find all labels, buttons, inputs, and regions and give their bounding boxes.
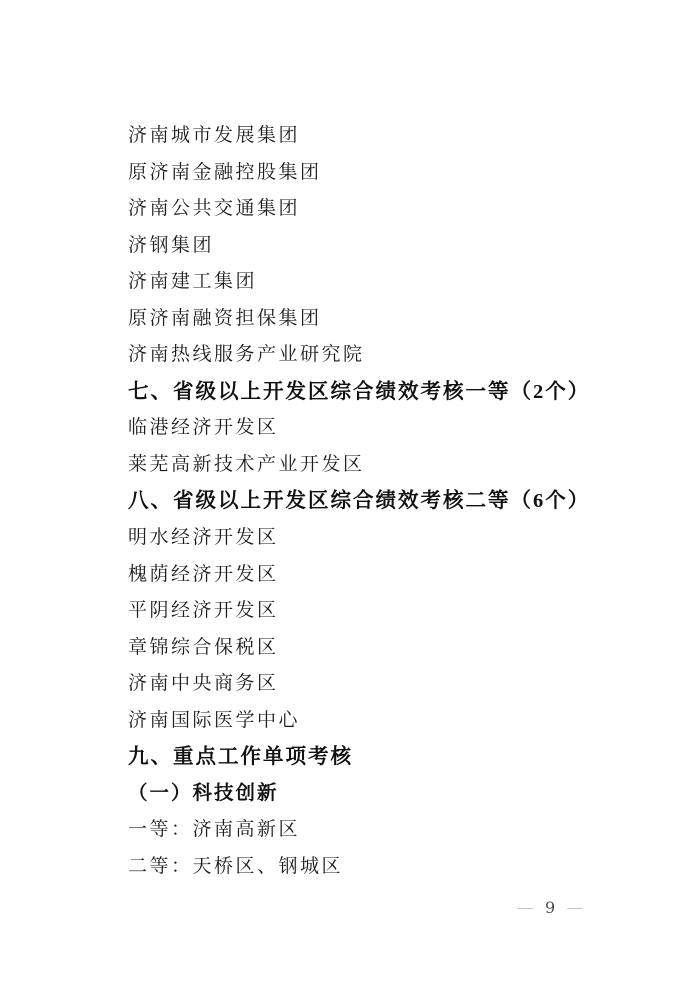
page-number: 9 [545,898,556,917]
document-line: 济南中央商务区 [128,673,279,695]
document-line: 二等：天桥区、钢城区 [128,855,344,877]
section-heading: 八、省级以上开发区综合绩效考核二等（6个） [128,490,591,513]
document-body [128,118,660,885]
footer-right-dash: — [567,901,583,915]
document-line: 平阴经济开发区 [128,600,279,622]
document-line: 济南建工集团 [128,271,258,293]
document-line: 原济南金融控股集团 [128,161,322,183]
document-line: 章锦综合保税区 [128,636,279,658]
section-heading: 九、重点工作单项考核 [128,746,353,769]
document-line: 临港经济开发区 [128,417,279,439]
document-line: 济钢集团 [128,234,215,256]
document-line: 原济南融资担保集团 [128,307,322,329]
document-line: 莱芜高新技术产业开发区 [128,453,365,475]
section-heading: 七、省级以上开发区综合绩效考核一等（2个） [128,380,591,403]
document-line: 济南国际医学中心 [128,709,301,731]
document-line: 槐荫经济开发区 [128,563,279,585]
document-line: 一等：济南高新区 [128,819,301,841]
document-line: 济南公共交通集团 [128,198,301,220]
page-footer [518,898,598,918]
section-heading: （一）科技创新 [128,782,279,804]
document-line: 济南城市发展集团 [128,125,301,146]
footer-left-dash: — [518,901,533,915]
document-line: 济南热线服务产业研究院 [128,344,365,366]
document-line: 明水经济开发区 [128,527,279,549]
